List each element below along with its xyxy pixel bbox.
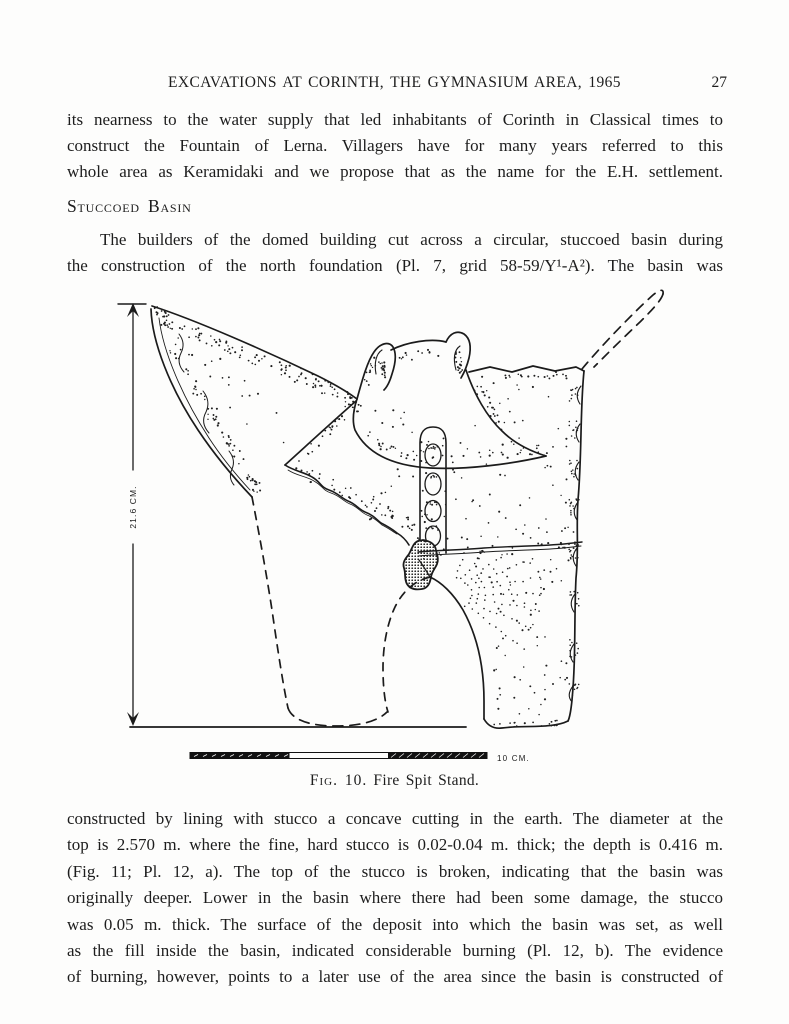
paragraph-1 [67, 107, 723, 185]
figure-height-label: 21.6 CM. [128, 485, 138, 529]
paragraph-2 [67, 227, 723, 279]
text-line: top is 2.570 m. where the fine, hard stucco is 0.02-0.04 m. thick; the depth is 0.416 m. [67, 835, 723, 855]
scale-bar-label: 10 CM. [497, 754, 530, 763]
text-line: its nearness to the water supply that led inhabitants of Corinth in Classical times to [67, 110, 723, 129]
page-number: 27 [711, 74, 727, 91]
text-line: constructed by lining with stucco a concave cutting in the earth. The diameter at the [67, 809, 723, 828]
text-line: construct the Fountain of Lerna. Villagers have for many years referred to this [67, 136, 723, 155]
scale-bar [190, 753, 530, 764]
text-line: The builders of the domed building cut across a circular, stuccoed basin during [100, 230, 723, 249]
text-line: of burning, however, points to a later use of the area since the basin is constructed of [67, 967, 723, 987]
figure-drawing [0, 282, 789, 764]
figure-caption-label: Fig. 10. [309, 772, 368, 789]
text-line: as the fill inside the basin, indicated considerable burning (Pl. 12, b). The evidence [67, 941, 723, 961]
text-line: (Fig. 11; Pl. 12, a). The top of the stucco is broken, indicating that the basin was [67, 861, 723, 881]
text-line: originally deeper. Lower in the basin where there had been some damage, the stucco [67, 888, 723, 908]
running-head: EXCAVATIONS AT CORINTH, THE GYMNASIUM AREA, 1965 [168, 74, 621, 91]
section-heading: Stuccoed Basin [67, 196, 192, 216]
text-line: was 0.05 m. thick. The surface of the deposit into which the basin was set, as well [67, 914, 723, 934]
text-line: the construction of the north foundation (Pl. 7, grid 58-59/Y¹-A²). The basin was [67, 256, 723, 275]
figure-caption [0, 772, 789, 790]
paragraph-3 [67, 806, 723, 991]
figure-caption-text: Fire Spit Stand. [373, 772, 480, 789]
measurement-arrow [118, 303, 466, 727]
text-line: whole area as Keramidaki and we propose that as the name for the E.H. settlement. [67, 162, 723, 181]
